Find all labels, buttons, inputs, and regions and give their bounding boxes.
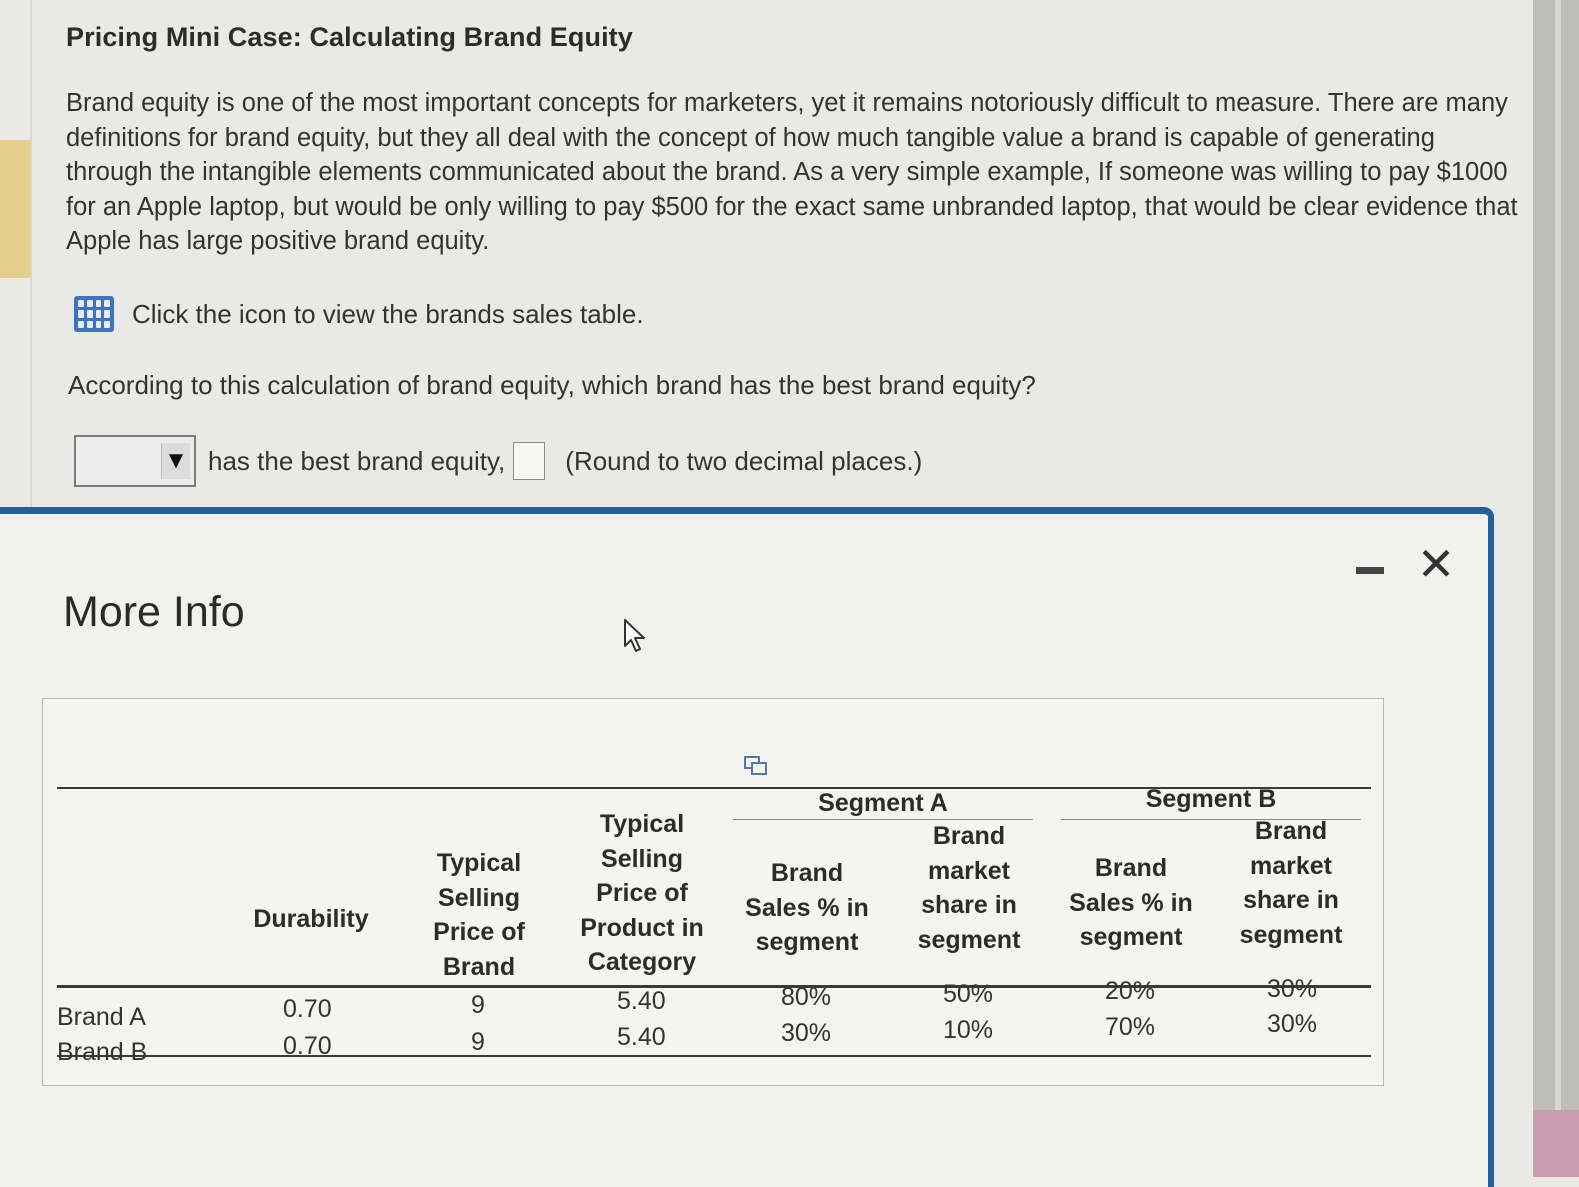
row-label-brand-a: Brand A — [57, 1003, 146, 1031]
cell-b-durability: 0.70 — [283, 1032, 332, 1060]
table-grid-icon[interactable] — [74, 296, 114, 332]
answer-row — [74, 435, 922, 487]
answer-text: has the best brand equity, — [208, 445, 506, 476]
dropdown-arrow-icon[interactable]: ▼ — [161, 443, 190, 479]
header-segment-b-share: Brand market share in segment — [1239, 817, 1343, 949]
row-label-brand-b: Brand B — [57, 1038, 148, 1066]
sales-table — [42, 698, 1384, 1086]
cell-b-segment-b-sales: 70% — [1105, 1013, 1156, 1041]
left-accent-bar — [0, 140, 30, 278]
left-divider — [30, 0, 32, 515]
question-prompt: According to this calculation of brand equity, which brand has the best brand equity? — [68, 370, 1036, 400]
cell-a-segment-b-share: 30% — [1267, 975, 1318, 1003]
header-segment-a-sales: Brand Sales % in segment — [745, 859, 869, 956]
brand-equity-input[interactable] — [513, 442, 545, 480]
cell-a-segment-a-sales: 80% — [781, 983, 832, 1011]
cell-a-segment-b-sales: 20% — [1105, 977, 1156, 1005]
segment-a-header: Segment A — [818, 789, 948, 817]
question-paragraph: Brand equity is one of the most important concepts for marketers, yet it remains notoriously difficult to measure. There are many definitions for brand equity, but they all deal with the concept of how much tangible value a brand is capable of generating through the intangible elements communicated about the brand. As a very simple example, If someone was willing to pay $1000 for an Apple laptop, but would be only willing to pay $500 for the exact same unbranded laptop, that would be clear evidence that Apple has large positive brand equity. — [66, 89, 1518, 255]
copy-icon[interactable] — [743, 755, 769, 777]
table-header-rule — [57, 985, 1371, 988]
segment-b-header: Segment B — [1145, 785, 1277, 813]
header-price-category: Typical Selling Price of Product in Category — [580, 810, 704, 976]
cell-b-price-category: 5.40 — [617, 1023, 666, 1051]
table-bottom-rule — [57, 1055, 1371, 1057]
modal-title: More Info — [63, 588, 245, 636]
sales-table-link-text: Click the icon to view the brands sales table. — [132, 298, 644, 329]
right-scrollbar-track[interactable] — [1533, 0, 1579, 1177]
scrollbar-thumb[interactable] — [1555, 0, 1561, 1177]
minimize-button[interactable] — [1354, 560, 1386, 578]
cell-b-segment-a-sales: 30% — [781, 1019, 832, 1047]
more-info-modal — [0, 507, 1494, 1187]
sales-table-link-row — [74, 296, 644, 332]
header-segment-b-sales: Brand Sales % in segment — [1069, 854, 1193, 951]
cell-b-segment-a-share: 10% — [943, 1016, 994, 1044]
question-title: Pricing Mini Case: Calculating Brand Equity — [66, 22, 633, 52]
header-durability: Durability — [253, 905, 369, 933]
right-edge-accent — [1533, 1110, 1579, 1177]
round-instruction: (Round to two decimal places.) — [565, 445, 923, 476]
cell-a-segment-a-share: 50% — [943, 980, 994, 1008]
close-icon[interactable]: ✕ — [1416, 538, 1456, 590]
cell-b-segment-b-share: 30% — [1267, 1010, 1318, 1038]
brand-dropdown[interactable] — [74, 435, 196, 487]
cell-b-price-brand: 9 — [471, 1028, 485, 1056]
header-price-brand: Typical Selling Price of Brand — [433, 849, 525, 981]
cell-a-durability: 0.70 — [283, 995, 332, 1023]
cell-a-price-brand: 9 — [471, 991, 485, 1019]
header-segment-a-share: Brand market share in segment — [917, 822, 1021, 954]
mouse-cursor-icon — [622, 618, 650, 654]
question-panel — [66, 22, 1521, 476]
cell-a-price-category: 5.40 — [617, 987, 666, 1015]
